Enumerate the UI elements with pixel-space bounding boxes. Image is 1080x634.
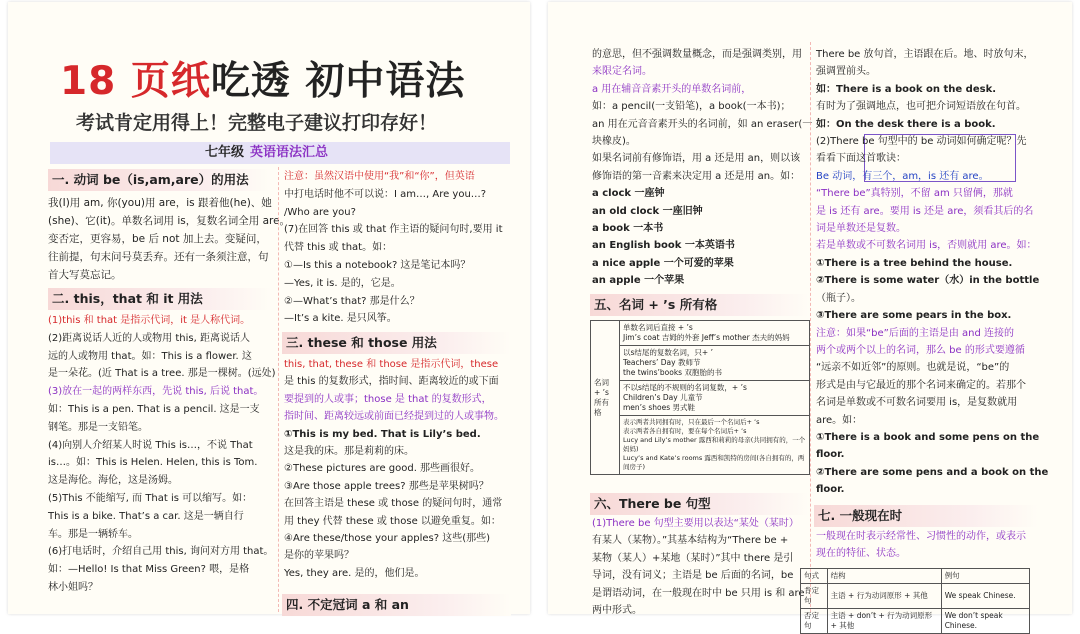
text-line: “远亲不如近邻”的原则。也就是说，“be”的 [816, 362, 1010, 374]
text-line: an English book 一本英语书 [592, 240, 735, 252]
column-divider [278, 167, 279, 612]
sec6-heading: 六、There be 句型 [590, 493, 809, 515]
possessive-table [590, 320, 810, 475]
sec7-body [816, 528, 1052, 563]
column-divider [810, 42, 811, 612]
text-line: —It’s a kite. 是只风筝。 [284, 313, 397, 325]
text-line: —Yes, it is. 是的，它是。 [284, 277, 401, 289]
text-line: 有时为了强调地点，也可把介词短语放在句首。 [816, 101, 1026, 113]
table-cell [620, 346, 810, 381]
text-line: 如：There is a book on the desk. [816, 83, 997, 95]
table-cell: We don’t speak Chinese. [941, 609, 1029, 634]
text-line: 是 is 还有 are。要用 is 还是 are，须看其后的名 [816, 205, 1034, 217]
text-line: 是谓语动词，在一般现在时中 be 只用 is 和 are [592, 587, 805, 599]
table-cell [620, 381, 810, 416]
table-cell: We speak Chinese. [941, 584, 1029, 609]
text-line: an 用在元音音素开头的名词前，如 an eraser(一 [592, 118, 813, 130]
text-line: ①This is my bed. That is Lily’s bed. [284, 428, 481, 440]
cell-text: the twins’books 双胞胎的书 [623, 368, 722, 377]
table-cell: 主语 + 行为动词原形 + 其他 [827, 584, 941, 609]
sec3-body [284, 356, 516, 582]
text-line: (2)距离说话人近的人或物用 this, 距离说话人 [48, 332, 250, 344]
cell-text: Children’s Day 儿童节 [623, 393, 703, 402]
text-line: 若是单数或不可数名词用 is，否则就用 are。如： [816, 240, 1037, 252]
text-line: (4)向别人介绍某人时说 This is…，不说 That [48, 439, 253, 451]
cell-text: men’s shoes 男式鞋 [623, 403, 696, 412]
text-line: 指时间、距离较远或前面已经提到过的人或事物。 [284, 411, 504, 423]
text-line: 如：This is a pen. That is a pencil. 这是一支 [48, 403, 260, 415]
text-line: ③There are some pears in the box. [816, 310, 1012, 322]
text-line: 用 they 代替 these 或 those 以避免重复。如： [284, 515, 501, 527]
text-line: 一般现在时表示经常性、习惯性的动作，或表示 [816, 531, 1026, 542]
sec2-continued [284, 168, 516, 328]
text-line: ②These pictures are good. 那些画很好。 [284, 463, 481, 475]
text-line: 现在的特征、状态。 [816, 548, 906, 560]
text-line: (2)There be 句型中的 be 动词如何确定呢？先 [816, 136, 1027, 148]
text-line: 首大写莫忘记。 [48, 269, 122, 281]
text-line: a 用在辅音音素开头的单数名词前， [592, 83, 752, 95]
table-cell: 否定句 [801, 609, 828, 634]
cell-text: Teachers’ Day 教师节 [623, 358, 701, 367]
text-line: 是你的苹果吗？ [284, 550, 354, 562]
text-line: 在回答主语是 these 或 those 的疑问句时，通常 [284, 498, 503, 510]
text-line: (1)this 和 that 是指示代词，it 是人称代词。 [48, 315, 251, 326]
sec2-body [48, 312, 276, 597]
text-line: an apple 一个苹果 [592, 275, 685, 287]
text-line: ①There is a tree behind the house. [816, 257, 1013, 269]
cell-text: 单数名词后直接 + ’s [623, 323, 693, 332]
text-line: ③Are those apple trees? 那些是苹果树吗？ [284, 480, 489, 492]
text-line: 我(I)用 am, 你(you)用 are，is 跟着他(he)、她 [48, 197, 272, 209]
text-line: 注意：虽然汉语中使用“我”和“你”，但英语 [284, 171, 475, 182]
text-line: a clock 一座钟 [592, 188, 665, 200]
text-line: (she)、它(it)。单数名词用 is，复数名词全用 are。 [48, 215, 291, 227]
text-line: 有某人（某物）。”其基本结构为“There be + [592, 535, 789, 547]
text-line: ④Are these/those your apples? 这些(那些) [284, 533, 491, 545]
sec6-continued [816, 46, 1052, 499]
text-line: This is a bike. That’s a car. 这是一辆自行 [48, 510, 244, 522]
text-line: /Who are you? [284, 206, 356, 218]
text-line: 变否定，更容易，be 后 not 加上去。变疑问， [48, 233, 267, 245]
text-line: 修饰语的第一音素来决定用 a 还是用 an。如： [592, 170, 801, 182]
text-line: 的意思，但不强调数量概念，而是强调类别，用 [592, 49, 802, 60]
table-cell: 肯定句 [801, 584, 828, 609]
present-tense-table [800, 568, 1030, 634]
text-line: (7)在回答 this 或 that 作主语的疑问句时,要用 it [284, 224, 503, 236]
text-line: floor. [816, 449, 845, 461]
table-cell [620, 416, 810, 475]
text-line: 如：a pencil(一支铅笔)，a book(一本书)； [592, 101, 791, 113]
table-cell: 主语 + don’t + 行为动词原形 + 其他 [827, 609, 941, 634]
text-line: 车。那是一辆轿车。 [48, 528, 138, 540]
sec3-heading: 三. these 和 those 用法 [282, 332, 511, 354]
text-line: 强调置前头。 [816, 66, 876, 78]
text-line: 如果名词前有修饰语，用 a 还是用 an，则以该 [592, 153, 801, 165]
text-line: a nice apple 一个可爱的苹果 [592, 257, 734, 269]
text-line: ①There is a book and some pens on the [816, 431, 1040, 443]
table-header: 句式 [801, 569, 828, 584]
cell-text: 不以s结尾的不规则的名词复数，+ ’s [623, 383, 747, 392]
right-page [548, 2, 1072, 630]
table-cell [620, 321, 810, 346]
title-part-black: 吃透 初中语法 [210, 59, 466, 104]
text-line: 要提到的人或事；those 是 that 的复数形式， [284, 393, 492, 405]
sec4-heading: 四. 不定冠词 a 和 an [282, 594, 511, 616]
text-line: (1)There be 句型主要用以表达“某处（某时） [592, 518, 799, 529]
grade-band [50, 142, 510, 164]
text-line: 是 this 的复数形式，指时间、距离较近的或下面 [284, 376, 499, 388]
grade-label: 七年级 [205, 145, 245, 160]
sec5-heading: 五、名词 + ’s 所有格 [590, 294, 809, 316]
sec4-continued [592, 46, 812, 290]
text-line: Be 动词，有三个，am，is 还有 are。 [816, 170, 989, 182]
text-line: 词是单数还是复数。 [816, 223, 906, 235]
cell-text: 表示两者共同拥有时，只在最后一个名词后+ ’s [623, 418, 760, 426]
text-line: 远的人或物用 that。如：This is a flower. 这 [48, 350, 252, 362]
text-line: 块橡皮)。 [592, 136, 636, 148]
text-line: a book 一本书 [592, 223, 664, 235]
title-part-red: 18 页纸 [60, 59, 211, 104]
text-line: (3)放在一起的两样东西，先说 this, 后说 that。 [48, 386, 264, 398]
text-line: Yes, they are. 是的，他们是。 [284, 567, 425, 579]
cell-text: 以s结尾的复数名词，只+ ’ [623, 348, 713, 357]
text-line: 钢笔。那是一支铅笔。 [48, 421, 148, 433]
page-title [60, 50, 465, 106]
sec1-body [48, 194, 291, 284]
text-line: is…。如：This is Helen. Helen, this is Tom. [48, 457, 258, 469]
sec7-heading: 七. 一般现在时 [814, 505, 1038, 527]
text-line: 形式是由与它最近的那个名词来确定的。若那个 [816, 379, 1026, 391]
text-line: 来限定名词。 [592, 66, 652, 78]
text-line: 名词是单数或不可数名词要用 is，是复数就用 [816, 397, 1018, 409]
text-line: （瓶子）。 [816, 292, 861, 304]
text-line: (5)This 不能缩写, 而 That is 可以缩写。如： [48, 492, 253, 504]
text-line: 如：On the desk there is a book. [816, 118, 996, 130]
cell-text: 表示两者各自拥有时，要在每个名词后+ ’s [623, 427, 747, 435]
text-line: 是一朵花。(近 That is a tree. 那是一棵树。(远处) [48, 368, 276, 380]
text-line: 两中形式。 [592, 605, 642, 617]
text-line: ②There are some pens and a book on the [816, 466, 1049, 478]
text-line: 注意：如果“be”后面的主语是由 and 连接的 [816, 327, 1015, 339]
sec6-body [592, 515, 812, 619]
text-line: There be 放句首，主语跟在后。地、时放句末， [816, 49, 1034, 60]
text-line: 如：—Hello! Is that Miss Green? 喂，是格 [48, 564, 250, 576]
text-line: “There be”真特别，不留 am 只留俩，那就 [816, 188, 1013, 200]
grade-band-title: 英语语法汇总 [250, 145, 329, 160]
text-line: ②There is some water（水）in the bottle [816, 275, 1040, 287]
text-line: 这是海伦。海伦，这是汤姆。 [48, 475, 178, 487]
text-line: 两个或两个以上的名词，那么 be 的形式要遵循 [816, 344, 1025, 356]
text-line: ①—Is this a notebook? 这是笔记本吗？ [284, 259, 471, 271]
text-line: are。如： [816, 414, 863, 426]
table-header: 例句 [941, 569, 1029, 584]
text-line: an old clock 一座旧钟 [592, 205, 703, 217]
cell-text: Lucy and Lily’s mother 露西和莉莉的母亲(共同拥有的，一个妈妈) [623, 436, 806, 453]
text-line: 导词，没有词义；主语是 be 后面的名词，be [592, 570, 794, 582]
text-line: floor. [816, 484, 845, 496]
table-side-label: 名词 + ’s 所有格 [591, 321, 620, 475]
text-line: 代替 this 或 that。如： [284, 242, 393, 254]
left-page [8, 2, 530, 614]
table-header: 结构 [827, 569, 941, 584]
page-subtitle: 考试肯定用得上！完整电子建议打印存好！ [76, 112, 438, 134]
text-line: ②—What’s that? 那是什么？ [284, 295, 420, 307]
text-line: 看看下面这首歌诀： [816, 153, 906, 165]
text-line: 中打电话时他不可以说：I am…, Are you…? [284, 188, 487, 200]
text-line: 某物（某人）+某地（某时）”其中 there 是引 [592, 552, 794, 564]
cell-text: Lucy’s and Kate’s rooms 露西和凯特的房间(各自拥有的，两间房子) [623, 454, 805, 471]
text-line: 往前提，句末问号莫丢弃。还有一条须注意，句 [48, 251, 269, 263]
text-line: 林小姐吗？ [48, 581, 98, 593]
cell-text: Jim’s coat 吉姆的外套 Jeff’s mother 杰夫的妈妈 [623, 333, 790, 342]
text-line: 这是我的床。那是莉莉的床。 [284, 446, 414, 458]
sec2-heading: 二. this，that 和 it 用法 [48, 288, 272, 310]
text-line: (6)打电话时，介绍自己用 this, 询问对方用 that。 [48, 546, 274, 558]
text-line: this, that, these 和 those 是指示代词，these [284, 359, 499, 370]
sec1-heading: 一. 动词 be（is,am,are）的用法 [48, 169, 272, 191]
